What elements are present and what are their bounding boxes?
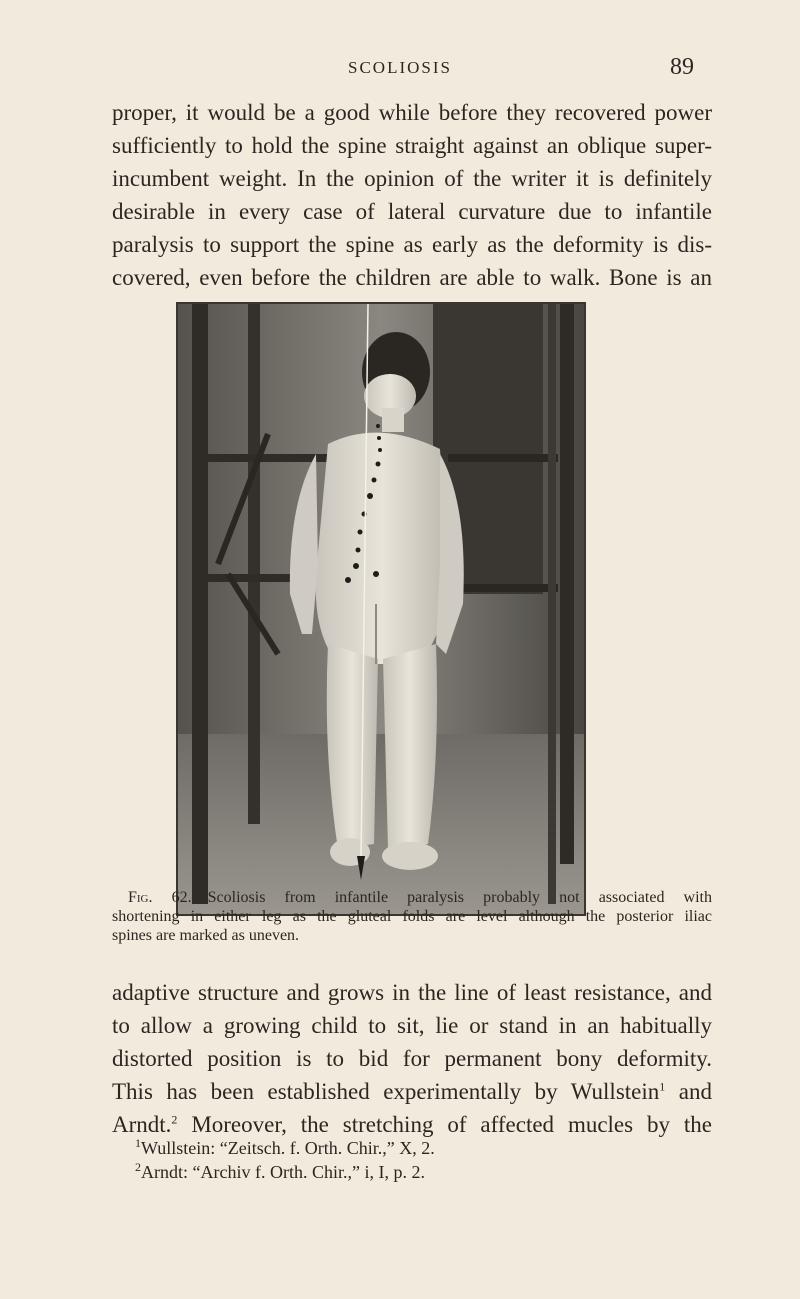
text-line: distorted position is to bid for permanent bony deformity. bbox=[112, 1046, 712, 1071]
running-title: SCOLIOSIS bbox=[348, 58, 452, 77]
body-paragraph-top bbox=[112, 96, 712, 294]
caption-line: —Scoliosis from infantile paralysis probably not associated with bbox=[191, 889, 712, 906]
text-line: adaptive structure and grows in the line of least resistance, and bbox=[112, 980, 712, 1005]
footnote: $^2$Arndt: “Archiv f. Orth. Chir.,” i, I, p. 2. bbox=[135, 1160, 425, 1182]
footnote-ref: 1 bbox=[659, 1079, 666, 1094]
text-line: incumbent weight. In the opinion of the writer it is definitely bbox=[112, 166, 712, 191]
caption-line: shortening in either leg as the gluteal folds are level although the posterior iliac bbox=[112, 908, 712, 925]
text-line: Arndt. bbox=[112, 1112, 172, 1137]
text-line: covered, even before the children are able to walk. Bone is an bbox=[112, 265, 712, 290]
figure-photograph bbox=[176, 302, 586, 916]
body-paragraph-bottom: adaptive structure and grows in the line of least resistance, and to allow a growing child to sit, lie or stand in an habitually distorted position is to bid for permanent bony deformity. This has been established experimentally by Wullstein$^1$ and Arndt.$^2$ Moreover, the stretching of affected mucles by the bbox=[112, 976, 712, 1141]
text-line: paralysis to support the spine as early as the deformity is dis- bbox=[112, 232, 712, 257]
footnote-ref: 2 bbox=[171, 1112, 178, 1127]
text-line: desirable in every case of lateral curvature due to infantile bbox=[112, 199, 712, 224]
footnotes bbox=[135, 1136, 715, 1184]
photograph-child-back-view-icon bbox=[178, 304, 584, 914]
figure-caption bbox=[112, 888, 712, 945]
page-number: 89 bbox=[670, 54, 694, 80]
text-line: to allow a growing child to sit, lie or stand in an habitually bbox=[112, 1013, 712, 1038]
caption-line: spines are marked as uneven. bbox=[112, 927, 300, 944]
text-line: This has been established experimentally by Wullstein bbox=[112, 1079, 660, 1104]
text-line: proper, it would be a good while before they recovered power bbox=[112, 100, 712, 125]
figure-label: Fig. 62. bbox=[128, 889, 192, 906]
text-line: sufficiently to hold the spine straight against an oblique super- bbox=[112, 133, 712, 158]
footnote: $^1$Wullstein: “Zeitsch. f. Orth. Chir.,” X, 2. bbox=[135, 1136, 435, 1158]
